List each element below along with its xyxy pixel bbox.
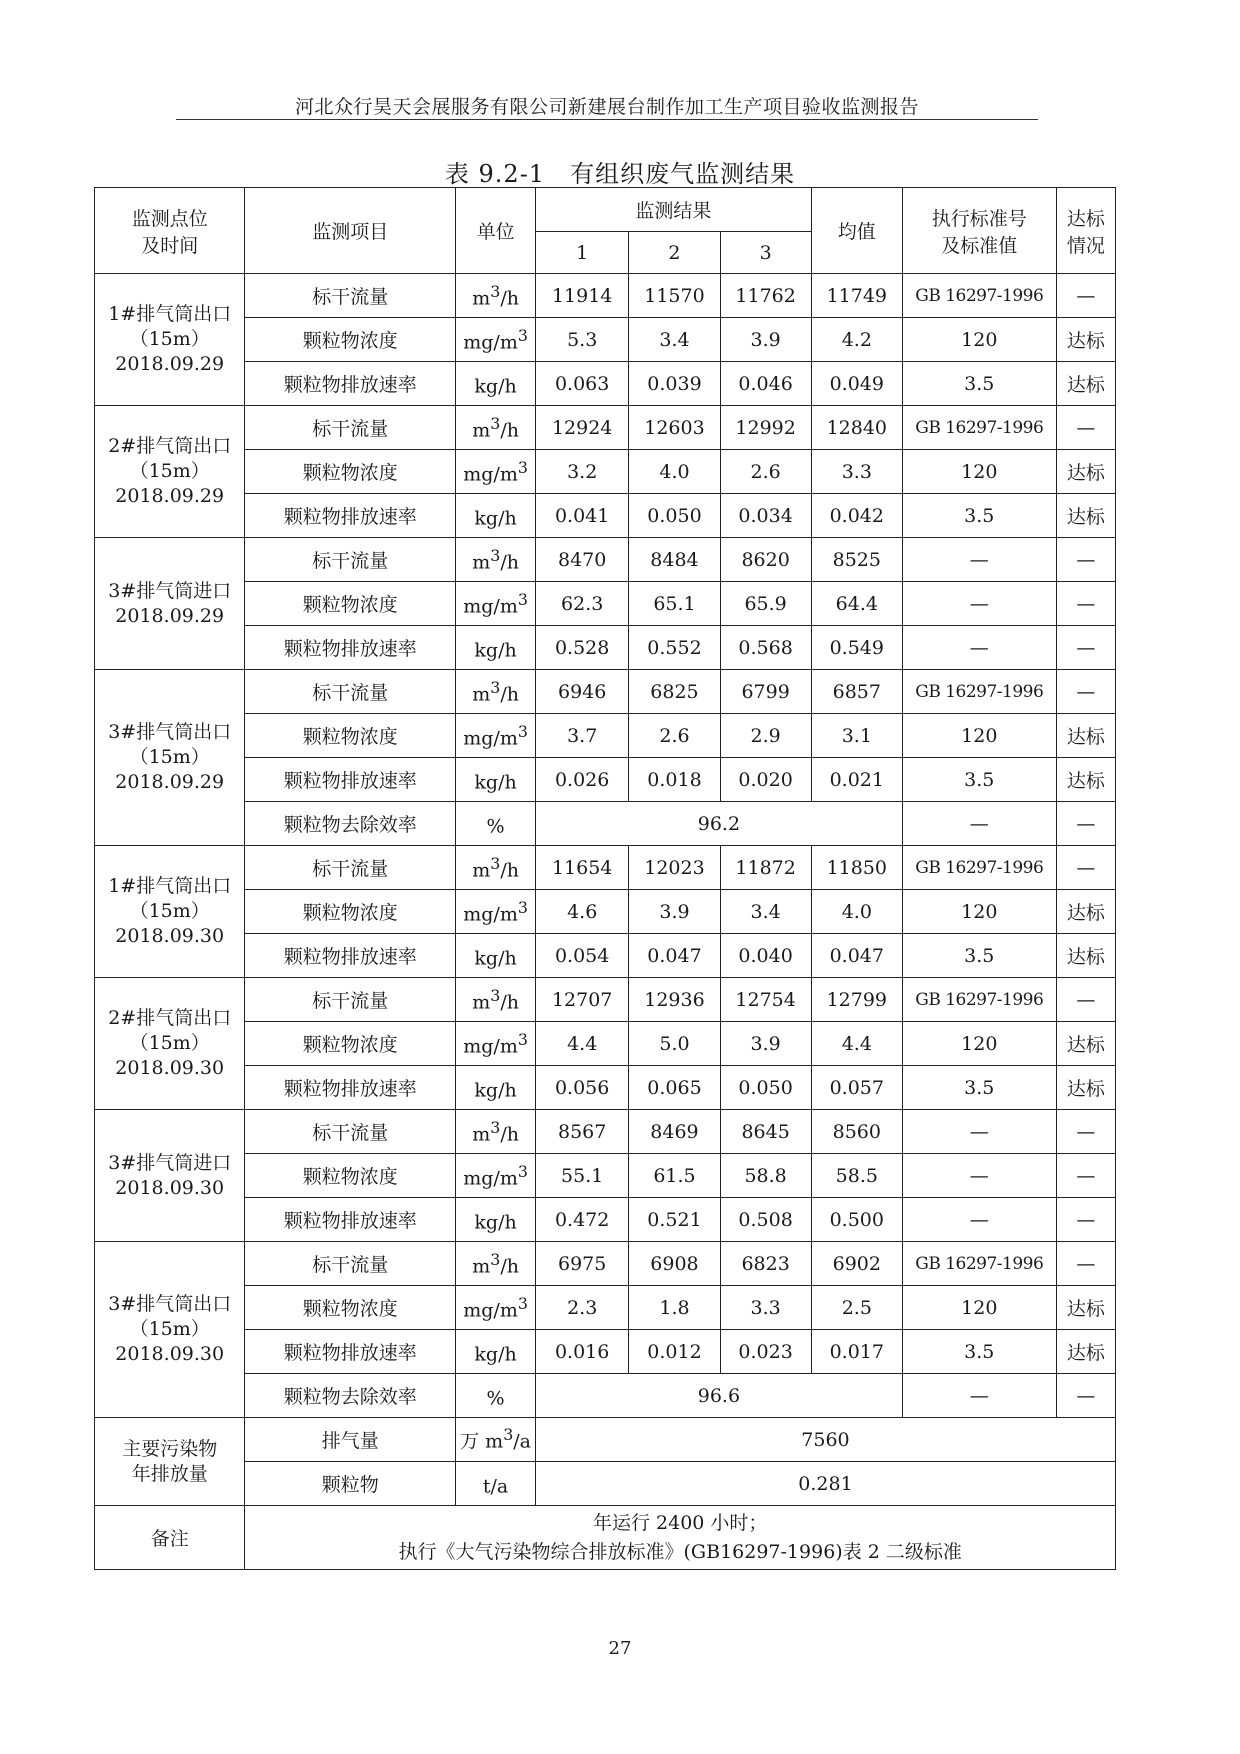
mean-cell: 4.4 bbox=[811, 1022, 902, 1066]
standard-cell: 3.5 bbox=[902, 1066, 1056, 1110]
item-cell: 颗粒物排放速率 bbox=[245, 934, 456, 978]
status-cell: — bbox=[1056, 978, 1115, 1022]
run-2-cell: 6825 bbox=[629, 670, 720, 714]
remarks-row bbox=[95, 1506, 1116, 1570]
item-cell: 颗粒物排放速率 bbox=[245, 626, 456, 670]
run-2-cell: 3.4 bbox=[629, 318, 720, 362]
mean-cell: 11749 bbox=[811, 274, 902, 318]
location-cell: 3#排气筒进口 2018.09.29 bbox=[95, 538, 245, 670]
run-2-cell: 2.6 bbox=[629, 714, 720, 758]
item-cell: 颗粒物去除效率 bbox=[245, 1374, 456, 1418]
table-row bbox=[95, 1374, 1116, 1418]
run-3-cell: 0.040 bbox=[720, 934, 811, 978]
value-cell: 0.281 bbox=[535, 1462, 1115, 1506]
table-caption: 表 9.2-1 有组织废气监测结果 bbox=[444, 160, 796, 188]
run-2-cell: 3.9 bbox=[629, 890, 720, 934]
table-row bbox=[95, 318, 1116, 362]
standard-cell: — bbox=[902, 1198, 1056, 1242]
status-cell: 达标 bbox=[1056, 934, 1115, 978]
table-row bbox=[95, 582, 1116, 626]
status-cell: 达标 bbox=[1056, 1286, 1115, 1330]
run-1-cell: 12707 bbox=[535, 978, 628, 1022]
header-item: 监测项目 bbox=[245, 188, 456, 274]
table-row bbox=[95, 1242, 1116, 1286]
item-cell: 颗粒物浓度 bbox=[245, 582, 456, 626]
standard-cell: — bbox=[902, 582, 1056, 626]
unit-cell: $mg/m^3$ bbox=[456, 450, 536, 494]
standard-cell: — bbox=[902, 538, 1056, 582]
header-unit: 单位 bbox=[456, 188, 536, 274]
standard-cell: 120 bbox=[902, 450, 1056, 494]
item-cell: 颗粒物浓度 bbox=[245, 450, 456, 494]
location-cell: 1#排气筒出口 （15m） 2018.09.29 bbox=[95, 274, 245, 406]
run-3-cell: 3.4 bbox=[720, 890, 811, 934]
status-cell: 达标 bbox=[1056, 450, 1115, 494]
run-2-cell: 12023 bbox=[629, 846, 720, 890]
run-3-cell: 0.023 bbox=[720, 1330, 811, 1374]
mean-cell: 0.549 bbox=[811, 626, 902, 670]
run-3-cell: 65.9 bbox=[720, 582, 811, 626]
standard-cell: 3.5 bbox=[902, 494, 1056, 538]
unit-cell: kg/h bbox=[456, 758, 536, 802]
status-cell: — bbox=[1056, 802, 1115, 846]
emission-results-table bbox=[94, 187, 1116, 1570]
run-1-cell: 3.7 bbox=[535, 714, 628, 758]
run-2-cell: 0.047 bbox=[629, 934, 720, 978]
standard-cell: 3.5 bbox=[902, 1330, 1056, 1374]
status-cell: — bbox=[1056, 406, 1115, 450]
unit-cell: $m^3/h$ bbox=[456, 978, 536, 1022]
run-2-cell: 12936 bbox=[629, 978, 720, 1022]
location-cell: 2#排气筒出口 （15m） 2018.09.30 bbox=[95, 978, 245, 1110]
run-1-cell: 5.3 bbox=[535, 318, 628, 362]
item-cell: 颗粒物浓度 bbox=[245, 318, 456, 362]
mean-cell: 12799 bbox=[811, 978, 902, 1022]
table-row bbox=[95, 890, 1116, 934]
value-cell: 7560 bbox=[535, 1418, 1115, 1462]
table-row bbox=[95, 1286, 1116, 1330]
unit-cell: t/a bbox=[456, 1462, 536, 1506]
run-3-cell: 3.3 bbox=[720, 1286, 811, 1330]
standard-cell: 120 bbox=[902, 1022, 1056, 1066]
run-3-cell: 3.9 bbox=[720, 318, 811, 362]
unit-cell: kg/h bbox=[456, 1066, 536, 1110]
mean-cell: 2.5 bbox=[811, 1286, 902, 1330]
mean-cell: 4.0 bbox=[811, 890, 902, 934]
run-1-cell: 2.3 bbox=[535, 1286, 628, 1330]
status-cell: — bbox=[1056, 538, 1115, 582]
unit-cell: $m^3/h$ bbox=[456, 406, 536, 450]
unit-cell: $m^3/h$ bbox=[456, 1242, 536, 1286]
mean-cell: 64.4 bbox=[811, 582, 902, 626]
run-3-cell: 12992 bbox=[720, 406, 811, 450]
standard-cell: — bbox=[902, 1374, 1056, 1418]
remarks-text: 年运行 2400 小时； 执行《大气污染物综合排放标准》(GB16297-1996)表 2 二级标准 bbox=[245, 1506, 1116, 1570]
header-divider bbox=[176, 119, 1038, 120]
mean-cell: 6857 bbox=[811, 670, 902, 714]
run-2-cell: 0.050 bbox=[629, 494, 720, 538]
item-cell: 颗粒物浓度 bbox=[245, 1286, 456, 1330]
run-1-cell: 0.041 bbox=[535, 494, 628, 538]
run-3-cell: 58.8 bbox=[720, 1154, 811, 1198]
run-2-cell: 4.0 bbox=[629, 450, 720, 494]
header-standard: 执行标准号 及标准值 bbox=[902, 188, 1056, 274]
location-cell: 3#排气筒出口 （15m） 2018.09.29 bbox=[95, 670, 245, 846]
remarks-label: 备注 bbox=[95, 1506, 245, 1570]
run-2-cell: 5.0 bbox=[629, 1022, 720, 1066]
unit-cell: $m^3/h$ bbox=[456, 274, 536, 318]
unit-cell: $mg/m^3$ bbox=[456, 890, 536, 934]
standard-cell: 120 bbox=[902, 714, 1056, 758]
item-cell: 颗粒物 bbox=[245, 1462, 456, 1506]
header-run-3: 3 bbox=[720, 232, 811, 274]
run-3-cell: 0.034 bbox=[720, 494, 811, 538]
table-row bbox=[95, 714, 1116, 758]
run-2-cell: 65.1 bbox=[629, 582, 720, 626]
item-cell: 颗粒物排放速率 bbox=[245, 1330, 456, 1374]
unit-cell: $m^3/h$ bbox=[456, 846, 536, 890]
unit-cell: $m^3/h$ bbox=[456, 1110, 536, 1154]
run-3-cell: 6823 bbox=[720, 1242, 811, 1286]
run-3-cell: 6799 bbox=[720, 670, 811, 714]
mean-cell: 6902 bbox=[811, 1242, 902, 1286]
page-number: 27 bbox=[608, 1638, 632, 1659]
standard-cell: GB 16297-1996 bbox=[902, 274, 1056, 318]
item-cell: 颗粒物浓度 bbox=[245, 714, 456, 758]
mean-cell: 8525 bbox=[811, 538, 902, 582]
table-row bbox=[95, 1418, 1116, 1462]
item-cell: 颗粒物排放速率 bbox=[245, 758, 456, 802]
standard-cell: GB 16297-1996 bbox=[902, 670, 1056, 714]
item-cell: 标干流量 bbox=[245, 1242, 456, 1286]
run-2-cell: 0.012 bbox=[629, 1330, 720, 1374]
run-2-cell: 1.8 bbox=[629, 1286, 720, 1330]
status-cell: 达标 bbox=[1056, 494, 1115, 538]
run-1-cell: 0.016 bbox=[535, 1330, 628, 1374]
unit-cell: % bbox=[456, 1374, 536, 1418]
table-row bbox=[95, 1066, 1116, 1110]
run-3-cell: 0.050 bbox=[720, 1066, 811, 1110]
run-3-cell: 2.6 bbox=[720, 450, 811, 494]
run-1-cell: 12924 bbox=[535, 406, 628, 450]
status-cell: — bbox=[1056, 670, 1115, 714]
item-cell: 颗粒物去除效率 bbox=[245, 802, 456, 846]
run-1-cell: 4.4 bbox=[535, 1022, 628, 1066]
standard-cell: 120 bbox=[902, 890, 1056, 934]
run-3-cell: 0.020 bbox=[720, 758, 811, 802]
run-3-cell: 8645 bbox=[720, 1110, 811, 1154]
mean-cell: 0.021 bbox=[811, 758, 902, 802]
status-cell: — bbox=[1056, 1198, 1115, 1242]
unit-cell: $mg/m^3$ bbox=[456, 714, 536, 758]
run-1-cell: 6975 bbox=[535, 1242, 628, 1286]
table-row bbox=[95, 978, 1116, 1022]
status-cell: 达标 bbox=[1056, 362, 1115, 406]
standard-cell: GB 16297-1996 bbox=[902, 1242, 1056, 1286]
run-2-cell: 6908 bbox=[629, 1242, 720, 1286]
unit-cell: % bbox=[456, 802, 536, 846]
standard-cell: 3.5 bbox=[902, 934, 1056, 978]
standard-cell: — bbox=[902, 1154, 1056, 1198]
status-cell: — bbox=[1056, 1154, 1115, 1198]
run-1-cell: 11914 bbox=[535, 274, 628, 318]
table-row bbox=[95, 670, 1116, 714]
header-run-1: 1 bbox=[535, 232, 628, 274]
run-2-cell: 0.552 bbox=[629, 626, 720, 670]
item-cell: 标干流量 bbox=[245, 978, 456, 1022]
run-1-cell: 4.6 bbox=[535, 890, 628, 934]
standard-cell: 120 bbox=[902, 318, 1056, 362]
status-cell: 达标 bbox=[1056, 1022, 1115, 1066]
merged-result-cell: 96.2 bbox=[535, 802, 902, 846]
item-cell: 颗粒物排放速率 bbox=[245, 362, 456, 406]
run-1-cell: 0.054 bbox=[535, 934, 628, 978]
status-cell: — bbox=[1056, 1242, 1115, 1286]
run-3-cell: 0.568 bbox=[720, 626, 811, 670]
table-row bbox=[95, 406, 1116, 450]
item-cell: 颗粒物浓度 bbox=[245, 1022, 456, 1066]
status-cell: — bbox=[1056, 1374, 1115, 1418]
run-1-cell: 0.063 bbox=[535, 362, 628, 406]
item-cell: 标干流量 bbox=[245, 1110, 456, 1154]
unit-cell: 万 $m^3/a$ bbox=[456, 1418, 536, 1462]
run-1-cell: 6946 bbox=[535, 670, 628, 714]
table-row bbox=[95, 758, 1116, 802]
status-cell: 达标 bbox=[1056, 318, 1115, 362]
item-cell: 颗粒物浓度 bbox=[245, 1154, 456, 1198]
header-results: 监测结果 bbox=[535, 188, 811, 232]
unit-cell: kg/h bbox=[456, 934, 536, 978]
status-cell: — bbox=[1056, 274, 1115, 318]
status-cell: 达标 bbox=[1056, 1330, 1115, 1374]
run-1-cell: 8470 bbox=[535, 538, 628, 582]
standard-cell: GB 16297-1996 bbox=[902, 978, 1056, 1022]
run-2-cell: 0.039 bbox=[629, 362, 720, 406]
run-2-cell: 0.521 bbox=[629, 1198, 720, 1242]
status-cell: 达标 bbox=[1056, 1066, 1115, 1110]
standard-cell: — bbox=[902, 626, 1056, 670]
item-cell: 颗粒物排放速率 bbox=[245, 1066, 456, 1110]
unit-cell: $mg/m^3$ bbox=[456, 1154, 536, 1198]
run-3-cell: 11762 bbox=[720, 274, 811, 318]
item-cell: 标干流量 bbox=[245, 538, 456, 582]
table-row bbox=[95, 450, 1116, 494]
header-status: 达标 情况 bbox=[1056, 188, 1115, 274]
run-3-cell: 12754 bbox=[720, 978, 811, 1022]
table-row bbox=[95, 362, 1116, 406]
unit-cell: kg/h bbox=[456, 494, 536, 538]
results-body bbox=[95, 274, 1116, 1418]
table-row bbox=[95, 1022, 1116, 1066]
status-cell: 达标 bbox=[1056, 714, 1115, 758]
run-3-cell: 0.508 bbox=[720, 1198, 811, 1242]
item-cell: 排气量 bbox=[245, 1418, 456, 1462]
run-3-cell: 8620 bbox=[720, 538, 811, 582]
table-row bbox=[95, 1330, 1116, 1374]
unit-cell: kg/h bbox=[456, 362, 536, 406]
mean-cell: 0.057 bbox=[811, 1066, 902, 1110]
table-row bbox=[95, 538, 1116, 582]
table-row bbox=[95, 274, 1116, 318]
run-1-cell: 3.2 bbox=[535, 450, 628, 494]
mean-cell: 58.5 bbox=[811, 1154, 902, 1198]
mean-cell: 8560 bbox=[811, 1110, 902, 1154]
standard-cell: 3.5 bbox=[902, 758, 1056, 802]
table-row bbox=[95, 846, 1116, 890]
run-1-cell: 62.3 bbox=[535, 582, 628, 626]
unit-cell: kg/h bbox=[456, 1330, 536, 1374]
unit-cell: kg/h bbox=[456, 1198, 536, 1242]
header-run-2: 2 bbox=[629, 232, 720, 274]
standard-cell: — bbox=[902, 802, 1056, 846]
run-1-cell: 0.528 bbox=[535, 626, 628, 670]
location-cell: 3#排气筒进口 2018.09.30 bbox=[95, 1110, 245, 1242]
item-cell: 标干流量 bbox=[245, 406, 456, 450]
run-2-cell: 8484 bbox=[629, 538, 720, 582]
mean-cell: 0.049 bbox=[811, 362, 902, 406]
table-row bbox=[95, 934, 1116, 978]
mean-cell: 0.017 bbox=[811, 1330, 902, 1374]
run-1-cell: 0.056 bbox=[535, 1066, 628, 1110]
run-2-cell: 8469 bbox=[629, 1110, 720, 1154]
unit-cell: $mg/m^3$ bbox=[456, 582, 536, 626]
run-1-cell: 8567 bbox=[535, 1110, 628, 1154]
merged-result-cell: 96.6 bbox=[535, 1374, 902, 1418]
item-cell: 颗粒物排放速率 bbox=[245, 494, 456, 538]
table-row bbox=[95, 1462, 1116, 1506]
unit-cell: $m^3/h$ bbox=[456, 670, 536, 714]
table-row bbox=[95, 802, 1116, 846]
run-2-cell: 12603 bbox=[629, 406, 720, 450]
status-cell: 达标 bbox=[1056, 758, 1115, 802]
header-point-time: 监测点位 及时间 bbox=[95, 188, 245, 274]
mean-cell: 11850 bbox=[811, 846, 902, 890]
unit-cell: kg/h bbox=[456, 626, 536, 670]
run-2-cell: 11570 bbox=[629, 274, 720, 318]
table-row bbox=[95, 1110, 1116, 1154]
item-cell: 标干流量 bbox=[245, 846, 456, 890]
run-1-cell: 0.472 bbox=[535, 1198, 628, 1242]
mean-cell: 0.047 bbox=[811, 934, 902, 978]
table-row bbox=[95, 1198, 1116, 1242]
run-2-cell: 61.5 bbox=[629, 1154, 720, 1198]
location-cell: 2#排气筒出口 （15m） 2018.09.29 bbox=[95, 406, 245, 538]
status-cell: — bbox=[1056, 626, 1115, 670]
run-1-cell: 0.026 bbox=[535, 758, 628, 802]
standard-cell: GB 16297-1996 bbox=[902, 846, 1056, 890]
run-2-cell: 0.065 bbox=[629, 1066, 720, 1110]
run-3-cell: 0.046 bbox=[720, 362, 811, 406]
run-2-cell: 0.018 bbox=[629, 758, 720, 802]
annual-section bbox=[95, 1418, 1116, 1570]
table-row bbox=[95, 1154, 1116, 1198]
annual-label-cell: 主要污染物 年排放量 bbox=[95, 1418, 245, 1506]
unit-cell: $mg/m^3$ bbox=[456, 318, 536, 362]
item-cell: 颗粒物排放速率 bbox=[245, 1198, 456, 1242]
run-3-cell: 11872 bbox=[720, 846, 811, 890]
mean-cell: 4.2 bbox=[811, 318, 902, 362]
location-cell: 3#排气筒出口 （15m） 2018.09.30 bbox=[95, 1242, 245, 1418]
run-3-cell: 3.9 bbox=[720, 1022, 811, 1066]
item-cell: 标干流量 bbox=[245, 274, 456, 318]
item-cell: 标干流量 bbox=[245, 670, 456, 714]
unit-cell: $m^3/h$ bbox=[456, 538, 536, 582]
run-1-cell: 11654 bbox=[535, 846, 628, 890]
standard-cell: 120 bbox=[902, 1286, 1056, 1330]
mean-cell: 3.3 bbox=[811, 450, 902, 494]
standard-cell: — bbox=[902, 1110, 1056, 1154]
mean-cell: 0.042 bbox=[811, 494, 902, 538]
standard-cell: 3.5 bbox=[902, 362, 1056, 406]
header-mean: 均值 bbox=[811, 188, 902, 274]
run-3-cell: 2.9 bbox=[720, 714, 811, 758]
status-cell: — bbox=[1056, 1110, 1115, 1154]
run-1-cell: 55.1 bbox=[535, 1154, 628, 1198]
status-cell: — bbox=[1056, 846, 1115, 890]
unit-cell: $mg/m^3$ bbox=[456, 1286, 536, 1330]
status-cell: 达标 bbox=[1056, 890, 1115, 934]
table-row bbox=[95, 626, 1116, 670]
location-cell: 1#排气筒出口 （15m） 2018.09.30 bbox=[95, 846, 245, 978]
mean-cell: 0.500 bbox=[811, 1198, 902, 1242]
unit-cell: $mg/m^3$ bbox=[456, 1022, 536, 1066]
report-header: 河北众行昊天会展服务有限公司新建展台制作加工生产项目验收监测报告 bbox=[294, 96, 919, 118]
standard-cell: GB 16297-1996 bbox=[902, 406, 1056, 450]
mean-cell: 3.1 bbox=[811, 714, 902, 758]
item-cell: 颗粒物浓度 bbox=[245, 890, 456, 934]
table-row bbox=[95, 494, 1116, 538]
mean-cell: 12840 bbox=[811, 406, 902, 450]
status-cell: — bbox=[1056, 582, 1115, 626]
